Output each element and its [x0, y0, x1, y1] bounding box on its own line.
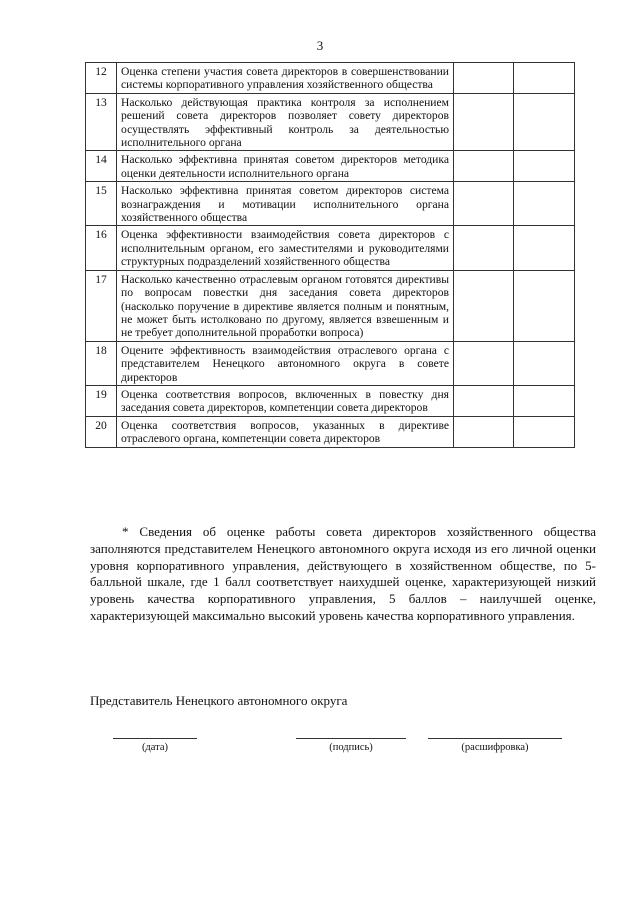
- score-cell[interactable]: [454, 226, 514, 270]
- score-cell[interactable]: [454, 341, 514, 385]
- table-row: [86, 270, 575, 341]
- decode-line: [428, 738, 562, 739]
- criterion-text: Оценка соответствия вопросов, включенных в повестку дня заседания совета директоров, компетенции совета директоров: [117, 385, 454, 416]
- comment-cell[interactable]: [514, 151, 575, 182]
- comment-cell[interactable]: [514, 385, 575, 416]
- table-row: [86, 226, 575, 270]
- row-number: 13: [86, 93, 117, 151]
- comment-cell[interactable]: [514, 341, 575, 385]
- row-number: 15: [86, 182, 117, 226]
- table-row: [86, 416, 575, 447]
- criterion-text: Насколько эффективна принятая советом директоров методика оценки деятельности исполнительного органа: [117, 151, 454, 182]
- row-number: 20: [86, 416, 117, 447]
- comment-cell[interactable]: [514, 63, 575, 94]
- row-number: 14: [86, 151, 117, 182]
- row-number: 19: [86, 385, 117, 416]
- criterion-text: Насколько эффективна принятая советом директоров система вознаграждения и мотивации исполнительного органа хозяйственного общества: [117, 182, 454, 226]
- criteria-table: [85, 62, 575, 448]
- signer-title: Представитель Ненецкого автономного округа: [90, 693, 348, 708]
- page-number: 3: [316, 38, 324, 53]
- criterion-text: Оценка эффективности взаимодействия совета директоров с исполнительным органом, его заместителями и руководителями структурных подразделений хозяйственного общества: [117, 226, 454, 270]
- score-cell[interactable]: [454, 385, 514, 416]
- score-cell[interactable]: [454, 416, 514, 447]
- row-number: 17: [86, 270, 117, 341]
- date-label: (дата): [141, 742, 169, 753]
- row-number: 12: [86, 63, 117, 94]
- signature-label: (подпись): [329, 742, 373, 753]
- criterion-text: Оценка степени участия совета директоров в совершенствовании системы корпоративного управления хозяйственного общества: [117, 63, 454, 94]
- criterion-text: Оценка соответствия вопросов, указанных в директиве отраслевого органа, компетенции совета директоров: [117, 416, 454, 447]
- score-cell[interactable]: [454, 151, 514, 182]
- score-cell[interactable]: [454, 182, 514, 226]
- table-row: [86, 63, 575, 94]
- comment-cell[interactable]: [514, 182, 575, 226]
- score-cell[interactable]: [454, 270, 514, 341]
- criterion-text: Оцените эффективность взаимодействия отраслевого органа с представителем Ненецкого автономного округа в совете директоров: [117, 341, 454, 385]
- footnote-text: * Сведения об оценке работы совета директоров хозяйственного общества заполняются представителем Ненецкого автономного округа исходя из его личной оценки уровня корпоративного управления, действующего в хозяйственном обществе, по 5-балльной шкале, где 1 балл соответствует наихудшей оценке, характеризующей низкий уровень качества корпоративного управления, 5 баллов – наилучшей оценке, характеризующей максимально высокий уровень качества корпоративного управления.: [90, 524, 596, 623]
- decode-label: (расшифровка): [461, 742, 529, 753]
- score-cell[interactable]: [454, 63, 514, 94]
- comment-cell[interactable]: [514, 270, 575, 341]
- comment-cell[interactable]: [514, 93, 575, 151]
- criterion-text: Насколько качественно отраслевым органом готовятся директивы по вопросам повестки дня заседания совета директоров (насколько поручение в директиве является полным и понятным, не может быть истолковано по другому, является взвешенным и не требует дополнительной проработки вопроса): [117, 270, 454, 341]
- table-row: [86, 385, 575, 416]
- table-row: [86, 93, 575, 151]
- criterion-text: Насколько действующая практика контроля за исполнением решений совета директоров позволяет совету директоров осуществлять эффективный контроль за деятельностью исполнительного органа: [117, 93, 454, 151]
- comment-cell[interactable]: [514, 226, 575, 270]
- table-row: [86, 182, 575, 226]
- footnote: [90, 524, 596, 625]
- signature-line: [296, 738, 406, 739]
- comment-cell[interactable]: [514, 416, 575, 447]
- row-number: 18: [86, 341, 117, 385]
- score-cell[interactable]: [454, 93, 514, 151]
- date-line: [113, 738, 197, 739]
- table-row: [86, 151, 575, 182]
- row-number: 16: [86, 226, 117, 270]
- table-row: [86, 341, 575, 385]
